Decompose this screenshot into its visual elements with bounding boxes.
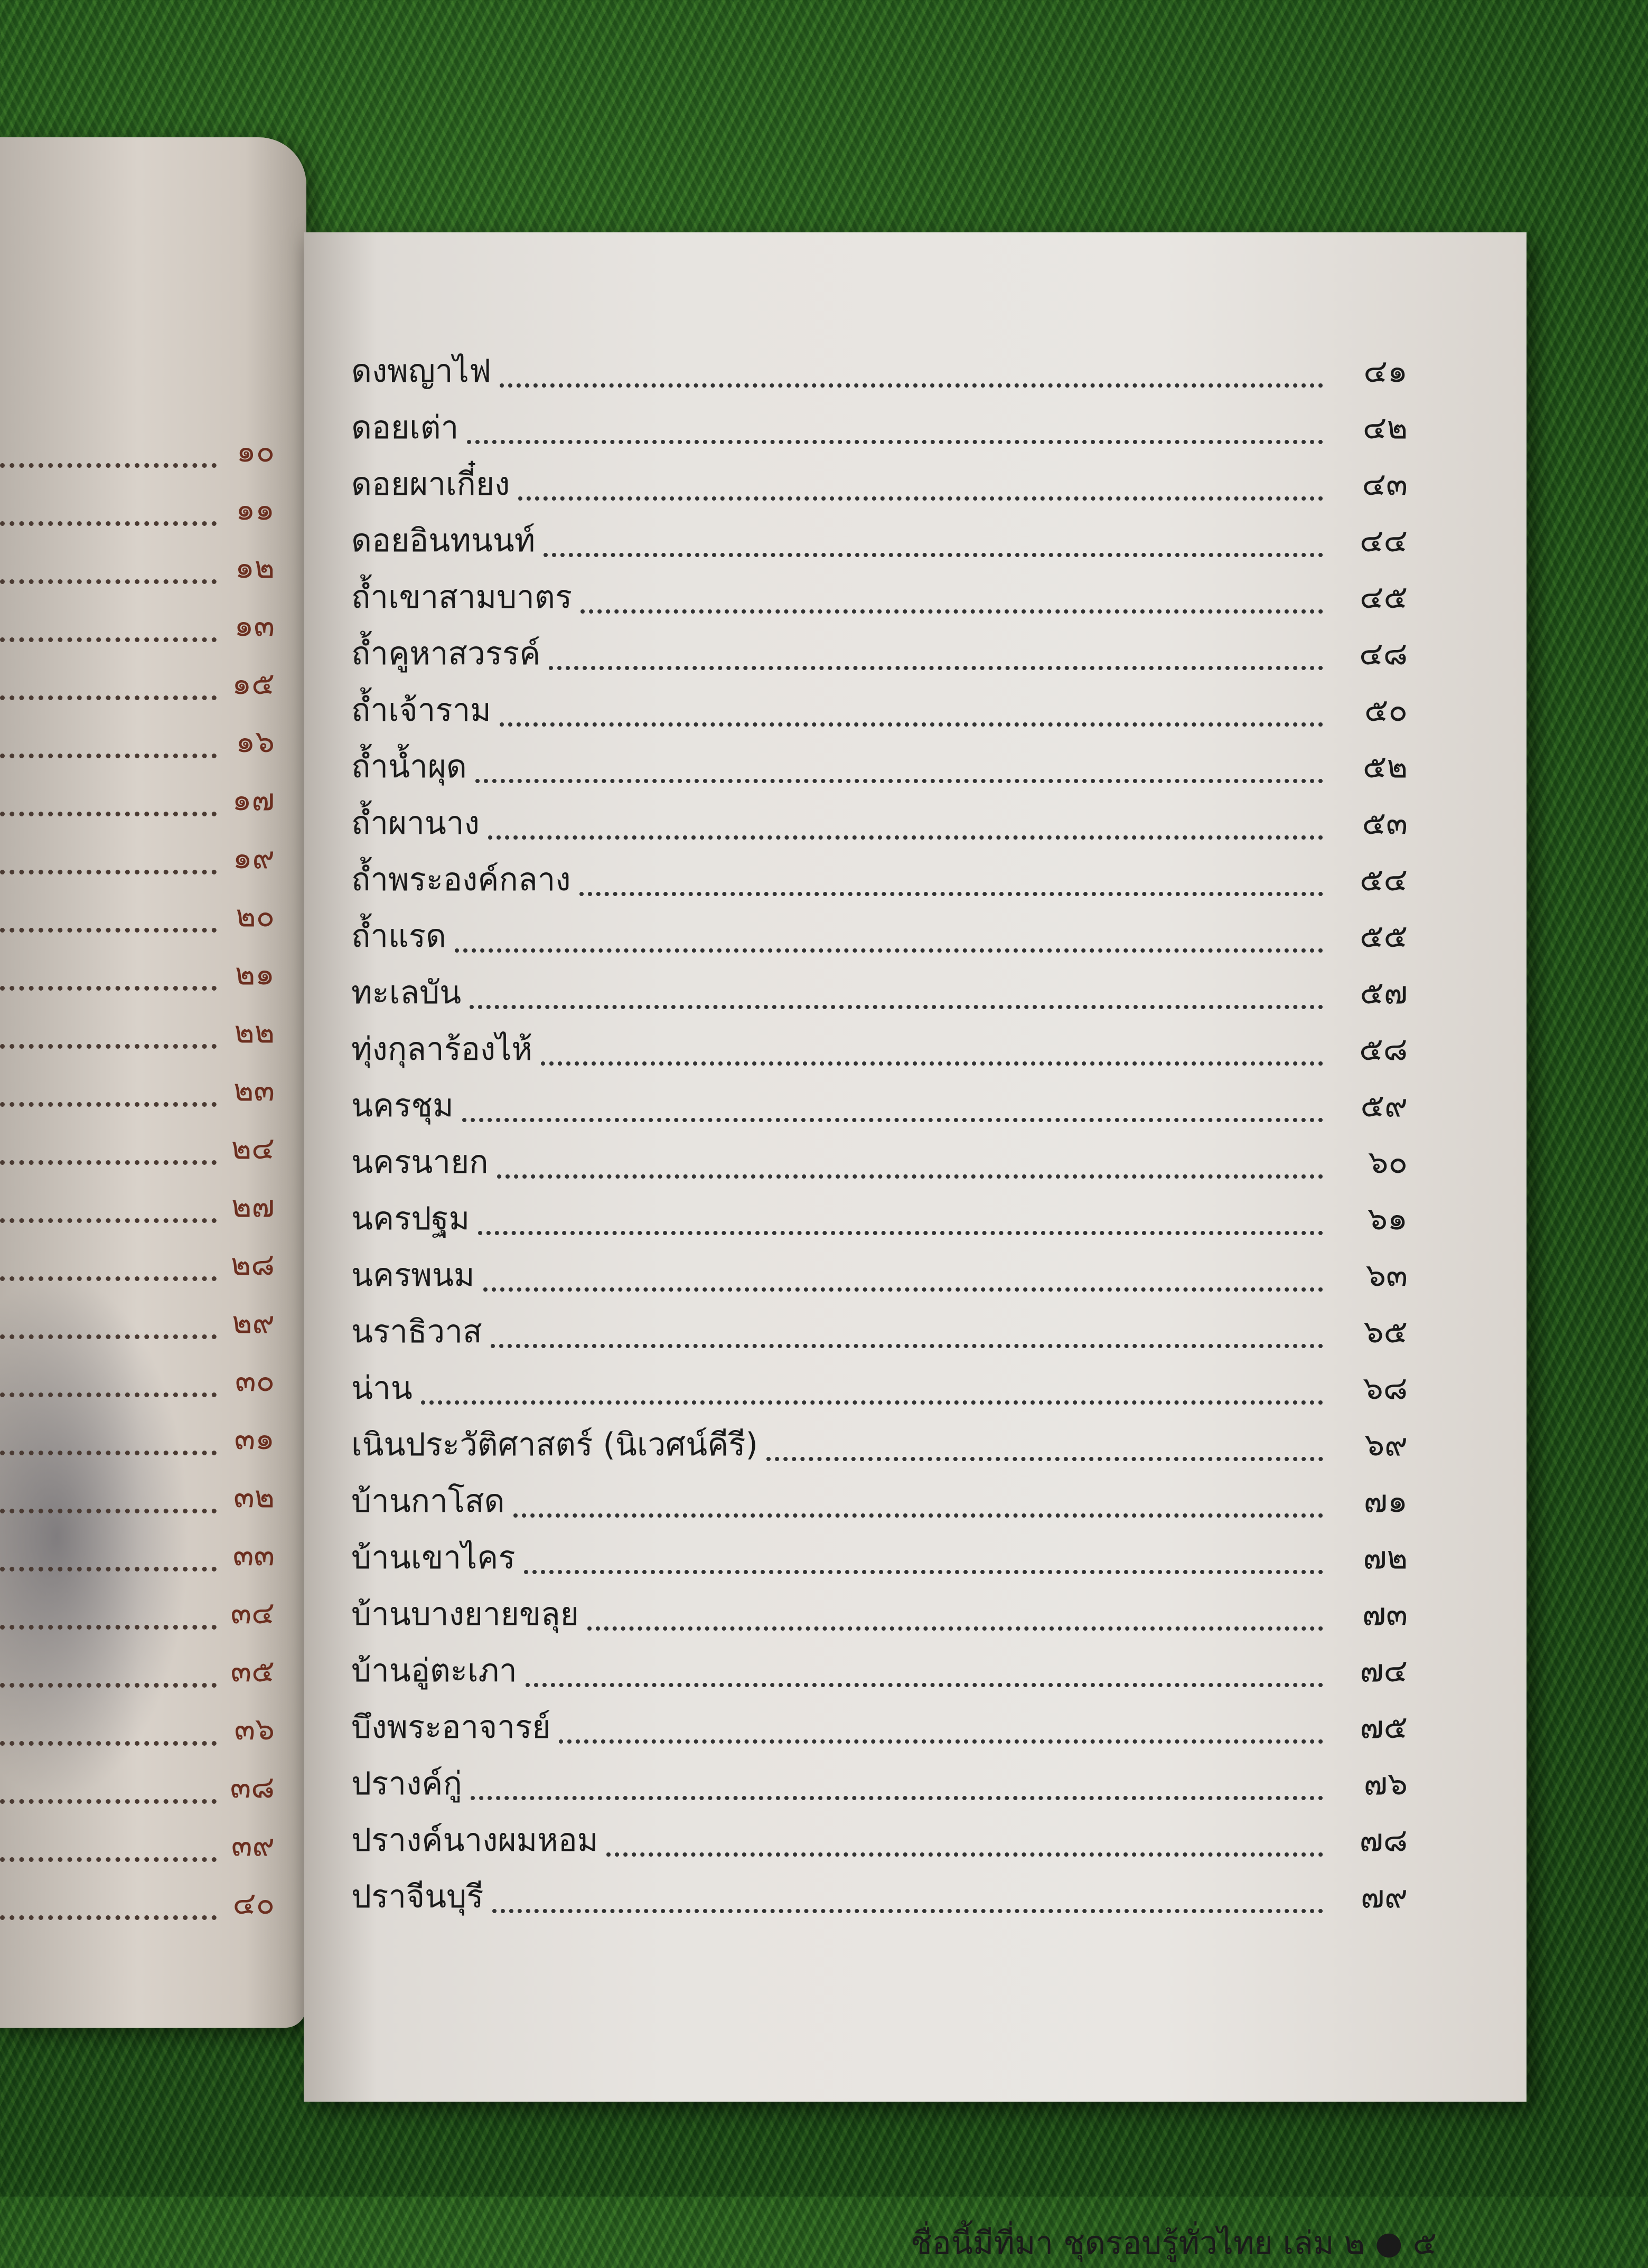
dot-leader bbox=[0, 637, 217, 642]
entry-page-number: ๗๙ bbox=[1360, 1878, 1408, 1915]
entry-name: ถ้ำเจ้าราม bbox=[351, 692, 491, 729]
page-number: ๑๐ bbox=[236, 433, 275, 469]
entry-name: บ้านกาโสด bbox=[351, 1483, 505, 1520]
dot-leader bbox=[0, 1741, 217, 1746]
dot-leader bbox=[492, 1909, 1324, 1913]
page-number: ๑๓ bbox=[234, 607, 275, 643]
entry-page-number: ๕๗ bbox=[1360, 974, 1408, 1011]
page-number: ๔๐ bbox=[232, 1885, 275, 1921]
index-entry bbox=[351, 1812, 1408, 1865]
entry-name: ถ้ำแรด bbox=[351, 918, 446, 955]
page-number: ๒๙ bbox=[232, 1304, 275, 1340]
left-index-row bbox=[0, 1304, 275, 1347]
entry-page-number: ๖๘ bbox=[1363, 1370, 1408, 1407]
index-entry bbox=[351, 343, 1408, 396]
index-entry bbox=[351, 513, 1408, 566]
left-index-row bbox=[0, 898, 275, 940]
entry-page-number: ๖๕ bbox=[1363, 1313, 1408, 1350]
dot-leader bbox=[0, 928, 217, 933]
dot-leader bbox=[766, 1457, 1323, 1461]
page-number: ๑๑ bbox=[236, 491, 275, 527]
entry-page-number: ๗๖ bbox=[1363, 1765, 1408, 1802]
index-entry bbox=[351, 569, 1408, 622]
right-book-page bbox=[304, 232, 1527, 2262]
page-number: ๒๑ bbox=[235, 956, 275, 992]
dot-leader bbox=[0, 463, 217, 468]
left-index-row bbox=[0, 1014, 275, 1056]
entry-name: ถ้ำพระองค์กลาง bbox=[351, 861, 571, 898]
page-number: ๒๘ bbox=[231, 1246, 275, 1282]
dot-leader bbox=[0, 1102, 217, 1107]
entry-page-number: ๗๔ bbox=[1360, 1652, 1408, 1689]
left-index-row bbox=[0, 665, 275, 708]
index-entry bbox=[351, 1869, 1408, 1922]
index-entry bbox=[351, 1021, 1408, 1074]
index-entry bbox=[351, 1134, 1408, 1187]
entry-name: ดอยผาเกี๋ยง bbox=[351, 466, 510, 503]
dot-leader bbox=[541, 1061, 1323, 1066]
page-number: ๓๕ bbox=[230, 1653, 275, 1689]
entry-page-number: ๔๘ bbox=[1359, 635, 1408, 672]
left-index-row bbox=[0, 549, 275, 591]
dot-leader bbox=[0, 1857, 217, 1862]
dot-leader bbox=[559, 1739, 1323, 1744]
index-entry bbox=[351, 1473, 1408, 1526]
left-index-row bbox=[0, 840, 275, 882]
left-index-row bbox=[0, 1827, 275, 1869]
index-entry bbox=[351, 852, 1408, 905]
page-number: ๓๐ bbox=[235, 1362, 275, 1398]
index-entry bbox=[351, 456, 1408, 509]
index-entry bbox=[351, 739, 1408, 792]
entry-name: นราธิวาส bbox=[351, 1313, 482, 1350]
left-index-row bbox=[0, 607, 275, 650]
page-number: ๒๐ bbox=[236, 898, 275, 934]
entry-page-number: ๔๓ bbox=[1362, 466, 1408, 503]
entry-page-number: ๔๒ bbox=[1363, 409, 1408, 446]
left-index-row bbox=[0, 1072, 275, 1114]
dot-leader bbox=[0, 870, 217, 874]
dot-leader bbox=[0, 1334, 217, 1339]
left-index-row bbox=[0, 1130, 275, 1172]
left-index-row bbox=[0, 1246, 275, 1288]
entry-page-number: ๕๐ bbox=[1364, 692, 1408, 729]
entry-name: ปรางค์นางผมหอม bbox=[351, 1822, 598, 1859]
left-index-row bbox=[0, 956, 275, 998]
dot-leader bbox=[580, 609, 1323, 614]
page-number: ๓๙ bbox=[231, 1827, 275, 1863]
dot-leader bbox=[475, 779, 1323, 783]
entry-page-number: ๗๘ bbox=[1359, 1822, 1408, 1859]
dot-leader bbox=[606, 1852, 1323, 1857]
left-index-row bbox=[0, 723, 275, 766]
index-entry bbox=[351, 1586, 1408, 1639]
dot-leader bbox=[0, 754, 217, 758]
dot-leader bbox=[421, 1400, 1323, 1405]
dot-leader bbox=[0, 1683, 217, 1688]
index-entry bbox=[351, 1078, 1408, 1131]
dot-leader bbox=[491, 1344, 1323, 1348]
dot-leader bbox=[0, 1218, 217, 1223]
entry-page-number: ๖๙ bbox=[1364, 1426, 1408, 1463]
dot-leader bbox=[0, 1567, 217, 1571]
page-number: ๑๖ bbox=[236, 723, 275, 759]
page-number: ๑๙ bbox=[232, 840, 275, 876]
entry-name: ดอยอินทนนท์ bbox=[351, 522, 536, 559]
index-entry bbox=[351, 682, 1408, 735]
entry-name: ดอยเต่า bbox=[351, 409, 459, 446]
dot-leader bbox=[470, 1005, 1323, 1009]
left-index-row bbox=[0, 1653, 275, 1695]
index-entry bbox=[351, 1191, 1408, 1244]
left-index-row bbox=[0, 782, 275, 824]
left-index-row bbox=[0, 1188, 275, 1230]
entry-page-number: ๔๕ bbox=[1360, 579, 1408, 616]
dot-leader bbox=[0, 1799, 217, 1804]
dot-leader bbox=[587, 1626, 1323, 1631]
left-index-row bbox=[0, 1711, 275, 1753]
page-number: ๓๓ bbox=[232, 1537, 275, 1573]
page-number: ๓๑ bbox=[234, 1420, 275, 1456]
index-entry bbox=[351, 795, 1408, 848]
dot-leader bbox=[471, 1796, 1323, 1800]
entry-name: เนินประวัติศาสตร์ (นิเวศน์คีรี) bbox=[351, 1426, 758, 1463]
entry-name: นครพนม bbox=[351, 1257, 475, 1294]
entry-name: น่าน bbox=[351, 1370, 413, 1407]
entry-name: ปราจีนบุรี bbox=[351, 1878, 484, 1915]
entry-name: นครชุม bbox=[351, 1087, 454, 1124]
entry-name: นครนายก bbox=[351, 1144, 489, 1181]
entry-page-number: ๗๓ bbox=[1362, 1596, 1408, 1633]
entry-page-number: ๗๒ bbox=[1363, 1539, 1408, 1576]
left-index-row bbox=[0, 1595, 275, 1637]
dot-leader bbox=[0, 1915, 217, 1920]
dot-leader bbox=[544, 553, 1323, 557]
entry-page-number: ๖๐ bbox=[1368, 1144, 1408, 1181]
entry-page-number: ๕๘ bbox=[1359, 1031, 1408, 1068]
entry-page-number: ๖๑ bbox=[1367, 1200, 1408, 1237]
entry-name: ถ้ำคูหาสวรรค์ bbox=[351, 635, 541, 672]
dot-leader bbox=[0, 1160, 217, 1165]
page-number: ๓๒ bbox=[233, 1479, 275, 1514]
entry-page-number: ๕๕ bbox=[1360, 918, 1408, 955]
dot-leader bbox=[0, 986, 217, 991]
left-index-row bbox=[0, 1479, 275, 1521]
entry-name: บ้านบางยายขลุย bbox=[351, 1596, 579, 1633]
entry-page-number: ๕๔ bbox=[1360, 861, 1408, 898]
dot-leader bbox=[549, 666, 1323, 670]
entry-page-number: ๗๑ bbox=[1363, 1483, 1408, 1520]
page-number: ๒๓ bbox=[233, 1072, 275, 1108]
entry-page-number: ๕๒ bbox=[1363, 748, 1408, 785]
dot-leader bbox=[524, 1570, 1323, 1574]
entry-page-number: ๗๕ bbox=[1360, 1709, 1408, 1746]
index-entry bbox=[351, 1756, 1408, 1809]
dot-leader bbox=[0, 521, 217, 526]
left-index-row bbox=[0, 1537, 275, 1579]
entry-name: บึงพระอาจารย์ bbox=[351, 1709, 551, 1746]
dot-leader bbox=[0, 1276, 217, 1281]
index-entry bbox=[351, 1360, 1408, 1413]
dot-leader bbox=[0, 1451, 217, 1455]
dot-leader bbox=[483, 1287, 1324, 1292]
entry-name: ถ้ำน้ำผุด bbox=[351, 748, 467, 785]
left-book-page bbox=[0, 137, 306, 2028]
dot-leader bbox=[478, 1231, 1323, 1235]
dot-leader bbox=[467, 440, 1323, 444]
dot-leader bbox=[0, 695, 217, 700]
entry-name: ดงพญาไฟ bbox=[351, 353, 492, 390]
page-number: ๓๔ bbox=[230, 1595, 275, 1631]
entry-page-number: ๔๔ bbox=[1360, 522, 1408, 559]
page-number: ๒๒ bbox=[234, 1014, 275, 1050]
left-index-row bbox=[0, 433, 275, 475]
index-entry bbox=[351, 908, 1408, 961]
page-number: ๒๔ bbox=[231, 1130, 275, 1166]
dot-leader bbox=[0, 1509, 217, 1513]
index-entry bbox=[351, 1247, 1408, 1300]
dot-leader bbox=[500, 383, 1323, 388]
entry-name: ทุ่งกุลาร้องไห้ bbox=[351, 1031, 532, 1068]
entry-page-number: ๔๑ bbox=[1363, 353, 1408, 390]
page-number: ๓๘ bbox=[230, 1769, 275, 1805]
left-index-row bbox=[0, 1362, 275, 1405]
dot-leader bbox=[488, 835, 1323, 840]
entry-page-number: ๕๙ bbox=[1360, 1087, 1408, 1124]
dot-leader bbox=[518, 496, 1323, 501]
left-index-row bbox=[0, 1420, 275, 1463]
dot-leader bbox=[0, 1625, 217, 1630]
entry-page-number: ๕๓ bbox=[1362, 805, 1408, 842]
entry-name: บ้านเขาไคร bbox=[351, 1539, 516, 1576]
entry-name: ถ้ำผานาง bbox=[351, 805, 480, 842]
index-entry bbox=[351, 1417, 1408, 1470]
index-entry bbox=[351, 965, 1408, 1018]
dot-leader bbox=[462, 1118, 1323, 1122]
index-entry bbox=[351, 400, 1408, 453]
page-number: ๑๗ bbox=[232, 782, 275, 817]
index-entry bbox=[351, 1643, 1408, 1696]
page-number: ๓๖ bbox=[234, 1711, 275, 1747]
dot-leader bbox=[0, 579, 217, 584]
dot-leader bbox=[0, 1044, 217, 1049]
dot-leader bbox=[500, 722, 1323, 727]
dot-leader bbox=[0, 1392, 217, 1397]
index-entry bbox=[351, 1304, 1408, 1357]
entry-page-number: ๖๓ bbox=[1365, 1257, 1408, 1294]
dot-leader bbox=[455, 948, 1323, 953]
dot-leader bbox=[579, 892, 1323, 896]
left-index-row bbox=[0, 491, 275, 533]
dot-leader bbox=[497, 1174, 1323, 1179]
page-footer: ชื่อนี้มีที่มา ชุดรอบรู้ทั่วไทย เล่ม ๒ ● ๕ bbox=[910, 2225, 1437, 2262]
left-index-row bbox=[0, 1885, 275, 1927]
dot-leader bbox=[0, 812, 217, 816]
index-entry bbox=[351, 1530, 1408, 1583]
page-number: ๑๕ bbox=[232, 665, 275, 701]
index-entry bbox=[351, 1699, 1408, 1752]
entry-name: นครปฐม bbox=[351, 1200, 470, 1237]
dot-leader bbox=[513, 1513, 1323, 1518]
entry-name: ถ้ำเขาสามบาตร bbox=[351, 579, 573, 616]
page-number: ๒๗ bbox=[231, 1188, 275, 1224]
entry-name: บ้านอู่ตะเภา bbox=[351, 1652, 517, 1689]
page-number: ๑๒ bbox=[235, 549, 275, 585]
index-entry bbox=[351, 626, 1408, 679]
dot-leader bbox=[526, 1683, 1323, 1687]
entry-name: ปรางค์กู่ bbox=[351, 1765, 462, 1802]
left-index-row bbox=[0, 1769, 275, 1811]
entry-name: ทะเลบัน bbox=[351, 974, 462, 1011]
